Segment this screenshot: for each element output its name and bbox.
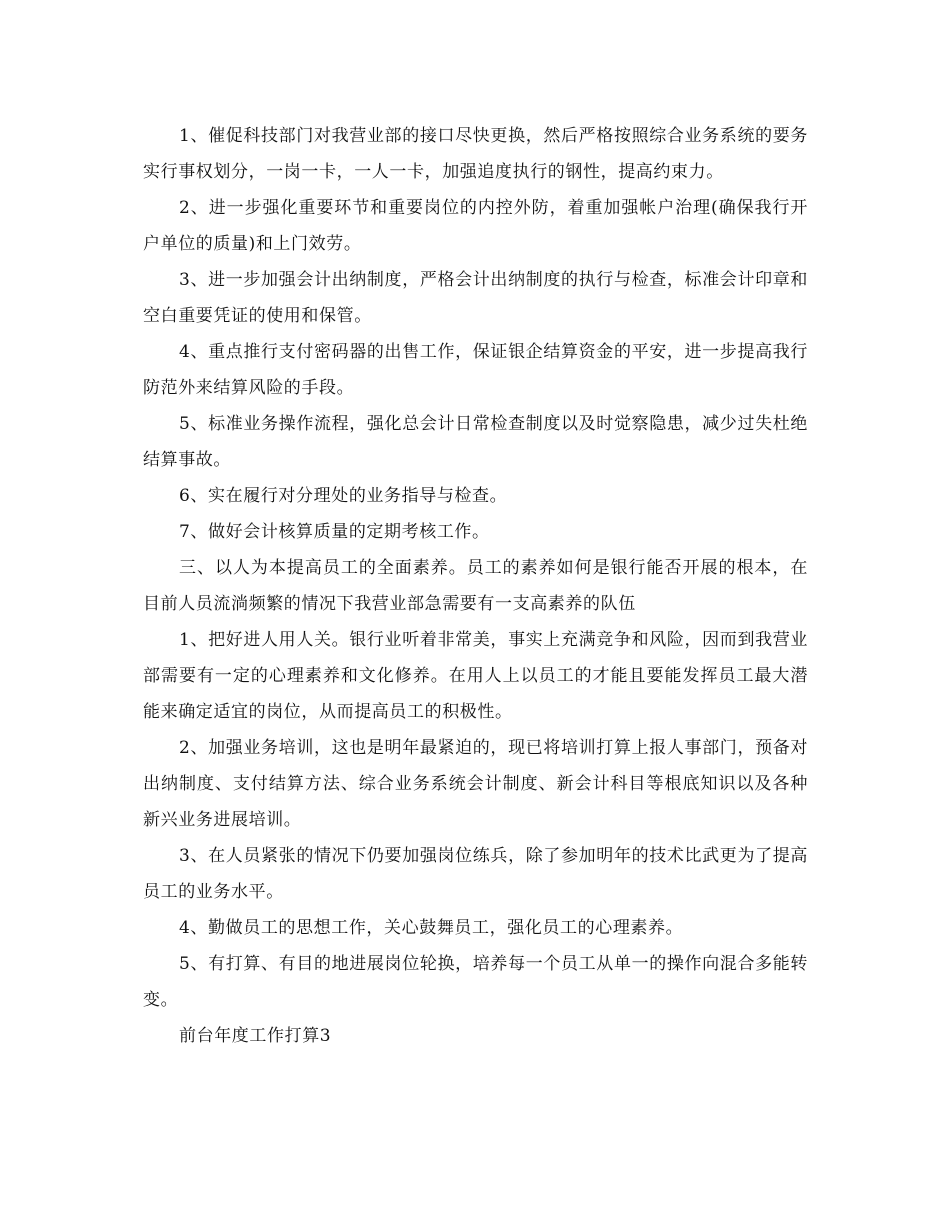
paragraph-item-9: 2、加强业务培训，这也是明年最紧迫的，现已将培训打算上报人事部门，预备对出纳制度、支付结算方法、综合业务系统会计制度、新会计科目等根底知识以及各种新兴业务进展培训。	[143, 738, 808, 830]
paragraph-item-11: 4、勤做员工的思想工作，关心鼓舞员工，强化员工的心理素养。	[179, 918, 684, 938]
paragraph-item-3: 3、进一步加强会计出纳制度，严格会计出纳制度的执行与检查，标准会计印章和空白重要凭证的使用和保管。	[143, 270, 808, 326]
paragraph-item-10: 3、在人员紧张的情况下仍要加强岗位练兵，除了参加明年的技术比武更为了提高员工的业务水平。	[143, 846, 808, 902]
section-heading-paragraph: 三、以人为本提高员工的全面素养。员工的素养如何是银行能否开展的根本，在目前人员流淌频繁的情况下我营业部急需要有一支高素养的队伍	[143, 558, 808, 614]
paragraph-item-12: 5、有打算、有目的地进展岗位轮换，培养每一个员工从单一的操作向混合多能转变。	[143, 954, 808, 1010]
paragraph-item-1: 1、催促科技部门对我营业部的接口尽快更换，然后严格按照综合业务系统的要务实行事权划分，一岗一卡，一人一卡，加强追度执行的钢性，提高约束力。	[143, 126, 808, 182]
document-body	[143, 118, 808, 1054]
document-subtitle: 前台年度工作打算3	[179, 1026, 332, 1046]
paragraph-item-7: 7、做好会计核算质量的定期考核工作。	[179, 522, 490, 542]
paragraph-item-6: 6、实在履行对分理处的业务指导与检查。	[179, 486, 508, 506]
paragraph-item-5: 5、标准业务操作流程，强化总会计日常检查制度以及时觉察隐患，减少过失杜绝结算事故。	[143, 414, 808, 470]
paragraph-item-2: 2、进一步强化重要环节和重要岗位的内控外防，着重加强帐户治理(确保我行开户单位的质量)和上门效劳。	[143, 198, 808, 254]
paragraph-item-4: 4、重点推行支付密码器的出售工作，保证银企结算资金的平安，进一步提高我行防范外来结算风险的手段。	[143, 342, 808, 398]
paragraph-item-8: 1、把好进人用人关。银行业听着非常美，事实上充满竞争和风险，因而到我营业部需要有一定的心理素养和文化修养。在用人上以员工的才能且要能发挥员工最大潜能来确定适宜的岗位，从而提高员工的积极性。	[143, 630, 808, 722]
